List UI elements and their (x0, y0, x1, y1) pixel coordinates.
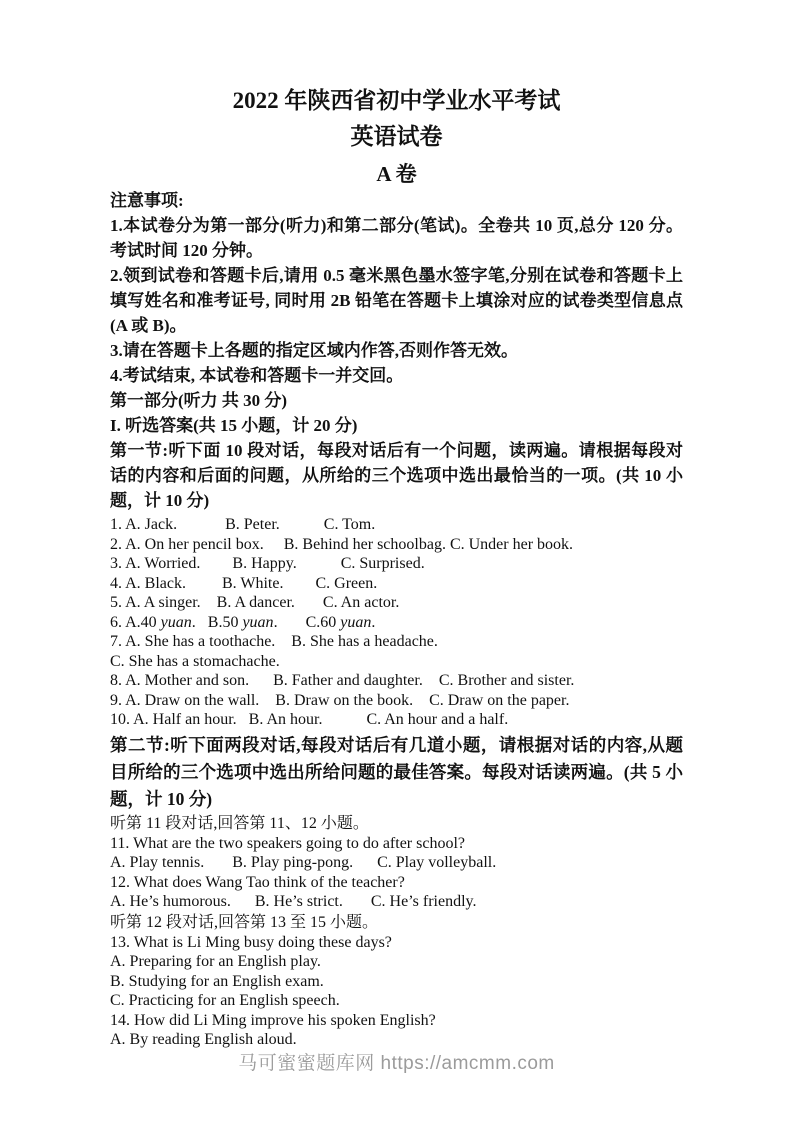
part1-heading: 第一部分(听力 共 30 分) (110, 391, 288, 410)
listening-section2-questions (110, 813, 683, 1050)
notice-item-4: 4.考试结束, 本试卷和答题卡一并交回。 (110, 366, 404, 385)
question-11-options: A. Play tennis. B. Play ping-pong. C. Play volleyball. (110, 854, 497, 871)
q6-yuan-italic-c: yuan (340, 613, 372, 631)
dialog-12-label: 听第 12 段对话,回答第 13 至 15 小题。 (110, 913, 379, 931)
option-line-q2: 2. A. On her pencil box. B. Behind her schoolbag. C. Under her book. (110, 535, 574, 553)
dialog-11-label: 听第 11 段对话,回答第 11、12 小题。 (110, 814, 369, 832)
option-line-q7-c: C. She has a stomachache. (110, 652, 280, 670)
question-12: 12. What does Wang Tao think of the teacher? (110, 873, 405, 891)
exam-subject-title: 英语试卷 (350, 124, 443, 149)
q6-yuan-italic-b: yuan (242, 613, 274, 631)
q6-text-b: . B.50 (191, 613, 243, 631)
question-12-options: A. He’s humorous. B. He’s strict. C. He’s friendly. (110, 893, 477, 910)
question-13-option-c: C. Practicing for an English speech. (110, 992, 340, 1009)
option-line-q7: 7. A. She has a toothache. B. She has a headache. (110, 633, 438, 650)
q6-text-end: . (371, 613, 376, 631)
notice-heading: 注意事项: (110, 191, 184, 210)
option-line-q1: 1. A. Jack. B. Peter. C. Tom. (110, 516, 376, 533)
listening-options-q1-q10 (110, 515, 683, 730)
section2-intro: 第二节:听下面两段对话,每段对话后有几道小题，请根据对话的内容,从题目所给的三个选项中选出所给问题的最佳答案。每段对话读两遍。(共 5 小题，计 10 分) (110, 734, 683, 809)
option-line-q6 (110, 613, 683, 633)
exam-title: 2022 年陕西省初中学业水平考试 (232, 88, 561, 113)
q6-text-a: 6. A.40 (110, 613, 161, 631)
q6-yuan-italic-a: yuan (160, 613, 192, 631)
paper-type-label: A 卷 (376, 162, 417, 186)
option-line-q9: 9. A. Draw on the wall. B. Draw on the book. C. Draw on the paper. (110, 691, 570, 709)
footer-watermark: 马可蜜蜜题库网 https://amcmm.com (238, 1053, 555, 1074)
notice-item-2: 2.领到试卷和答题卡后,请用 0.5 毫米黑色墨水签字笔,分别在试卷和答题卡上填写姓名和准考证号, 同时用 2B 铅笔在答题卡上填涂对应的试卷类型信息点(A 或 B)。 (110, 266, 683, 335)
question-13-option-b: B. Studying for an English exam. (110, 972, 324, 990)
notice-item-3: 3.请在答题卡上各题的指定区域内作答,否则作答无效。 (110, 341, 518, 360)
option-line-q5: 5. A. A singer. B. A dancer. C. An actor. (110, 594, 400, 611)
option-line-q4: 4. A. Black. B. White. C. Green. (110, 574, 378, 592)
option-line-q3: 3. A. Worried. B. Happy. C. Surprised. (110, 555, 425, 572)
section1-intro: 第一节:听下面 10 段对话，每段对话后有一个问题，读两遍。请根据每段对话的内容和后面的问题，从所给的三个选项中选出最恰当的一项。(共 10 小题，计 10 分) (110, 441, 683, 510)
section-i-heading: I. 听选答案(共 15 小题，计 20 分) (110, 416, 358, 435)
question-14: 14. How did Li Ming improve his spoken English? (110, 1011, 436, 1029)
option-line-q8: 8. A. Mother and son. B. Father and daughter. C. Brother and sister. (110, 672, 575, 689)
notice-item-1: 1.本试卷分为第一部分(听力)和第二部分(笔试)。全卷共 10 页,总分 120 分。考试时间 120 分钟。 (110, 216, 683, 260)
q6-text-c: . C.60 (273, 613, 341, 631)
question-13: 13. What is Li Ming busy doing these days? (110, 933, 392, 951)
question-11: 11. What are the two speakers going to do after school? (110, 834, 465, 852)
option-line-q10: 10. A. Half an hour. B. An hour. C. An hour and a half. (110, 711, 509, 728)
question-13-option-a: A. Preparing for an English play. (110, 953, 321, 970)
question-14-option-a: A. By reading English aloud. (110, 1031, 297, 1048)
